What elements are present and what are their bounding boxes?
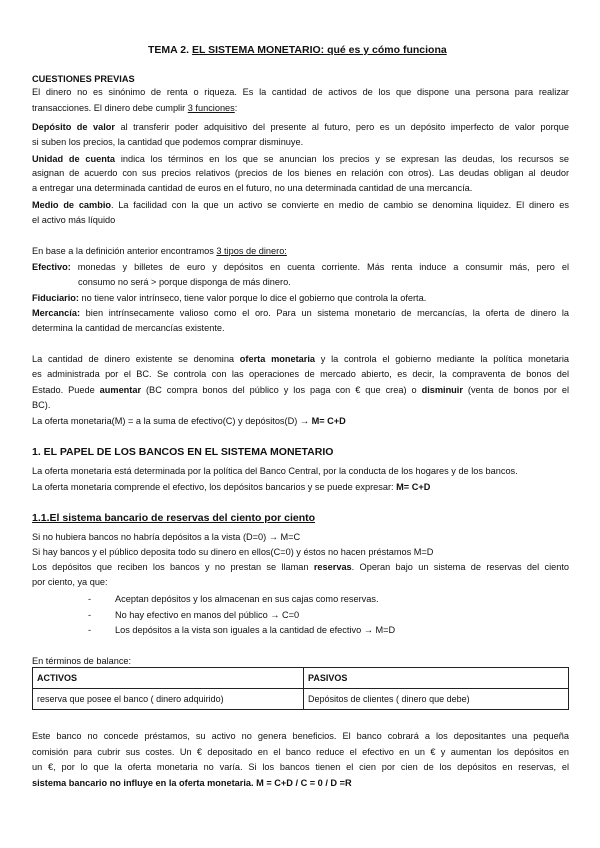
- mercancia-line2: determina la cantidad de mercancías existente.: [32, 323, 225, 333]
- section1-line1: La oferta monetaria está determinada por la política del Banco Central, por la conducta de los hogares y de los bancos.: [32, 466, 518, 476]
- closing-line1: Este banco no concede préstamos, su activo no genera beneficios. El banco cobrará a los depositantes una pequeña: [32, 731, 569, 741]
- unidad-line1: Unidad de cuenta indica los términos en los que se anuncian los precios y se expresan las deudas, los recursos se: [32, 154, 569, 164]
- previas-p1-line1: El dinero no es sinónimo de renta o riqueza. Es la cantidad de activos de los que dispone una persona para realizar: [32, 87, 569, 97]
- oferta-line3: Estado. Puede aumentar (BC compra bonos del público y los paga con € que crea) o disminuir (venta de bonos por el: [32, 385, 570, 395]
- oferta-line5: La oferta monetaria(M) = a la suma de efectivo(C) y depósitos(D) → M= C+D: [32, 416, 346, 426]
- closing-line3: un €, por lo que la oferta monetaria no varía. Si los bancos tienen el cien por cien de los depósitos en reservas, el: [32, 762, 569, 772]
- section1-line2: La oferta monetaria comprende el efectivo, los depósitos bancarios y se puede expresar: M= C+D: [32, 482, 431, 492]
- bullet-mark: -: [88, 625, 92, 635]
- unidad-line3: a entregar una determinada cantidad de euros en el futuro, no una determinada cantidad de una mercancía.: [32, 183, 473, 193]
- title-underlined: EL SISTEMA MONETARIO: qué es y cómo funciona: [191, 44, 447, 56]
- efectivo-line2: consumo no será > porque disponga de más dinero.: [78, 277, 291, 287]
- table-header-pasivos: PASIVOS: [304, 668, 569, 689]
- balance-table: [32, 667, 569, 710]
- deposito-line1: Depósito de valor al transferir poder adquisitivo del presente al futuro, pero es un depósito imperfecto de valor porque: [32, 122, 569, 132]
- mercancia-line1: Mercancía: bien intrínsecamente valioso como el oro. Para un sistema monetario de mercancías, la oferta de dinero la: [32, 308, 569, 318]
- fiduciario-line: Fiduciario: no tiene valor intrínseco, tiene valor porque lo dice el gobierno que controla la oferta.: [32, 293, 427, 303]
- section11-line1: Si no hubiera bancos no habría depósitos a la vista (D=0) → M=C: [32, 532, 301, 542]
- oferta-line1: La cantidad de dinero existente se denomina oferta monetaria y la controla el gobierno mediante la política monetaria: [32, 354, 569, 364]
- section11-heading: 1.1.El sistema bancario de reservas del ciento por ciento: [32, 512, 316, 524]
- section1-heading: 1. EL PAPEL DE LOS BANCOS EN EL SISTEMA MONETARIO: [32, 446, 334, 458]
- unidad-line2: asignan de acuerdo con sus precios relativos (precios de los bienes en relación con otros). Las deudas obligan al deudor: [32, 168, 569, 178]
- section11-line2: Si hay bancos y el público deposita todo su dinero en ellos(C=0) y éstos no hacen préstamos M=D: [32, 547, 434, 557]
- page-title: [148, 44, 447, 56]
- bullet-item: Los depósitos a la vista son iguales a la cantidad de efectivo → M=D: [115, 625, 396, 635]
- closing-line4: sistema bancario no influye en la oferta monetaria. M = C+D / C = 0 / D =R: [32, 778, 352, 788]
- bullet-item: No hay efectivo en manos del público → C=0: [115, 610, 300, 620]
- oferta-line4: BC).: [32, 400, 51, 410]
- table-header-activos: ACTIVOS: [33, 668, 304, 689]
- bullet-mark: -: [88, 610, 92, 620]
- efectivo-line1: Efectivo: monedas y billetes de euro y depósitos en cuenta corriente. Más renta induce a consumir más, pero el: [32, 262, 569, 272]
- previas-heading: CUESTIONES PREVIAS: [32, 74, 135, 84]
- previas-p1-line2: transacciones. El dinero debe cumplir 3 funciones:: [32, 103, 238, 113]
- section11-line4: por ciento, ya que:: [32, 577, 108, 587]
- medio-line1: Medio de cambio. La facilidad con la que un activo se convierte en medio de cambio se denomina liquidez. El dinero es: [32, 200, 569, 210]
- title-prefix: TEMA 2.: [148, 44, 190, 56]
- bullet-mark: -: [88, 594, 92, 604]
- medio-line2: el activo más líquido: [32, 215, 116, 225]
- table-row: [33, 689, 569, 710]
- table-cell-pasivos: Depósitos de clientes ( dinero que debe): [304, 689, 569, 710]
- oferta-line2: es administrada por el BC. Se controla con las operaciones de mercado abierto, es decir, la compraventa de bonos del: [32, 369, 569, 379]
- table-header-row: [33, 668, 569, 689]
- bullet-item: Aceptan depósitos y los almacenan en sus cajas como reservas.: [115, 594, 379, 604]
- closing-line2: comisión para cubrir sus costes. Un € depositado en el banco reduce el efectivo en un € y aumentan los depósitos en: [32, 747, 569, 757]
- balance-intro: En términos de balance:: [32, 656, 132, 666]
- section11-line3: Los depósitos que reciben los bancos y no prestan se llaman reservas. Operan bajo un sistema de reservas del ciento: [32, 562, 569, 572]
- deposito-line2: si suben los precios, la cantidad que podemos comprar disminuye.: [32, 137, 304, 147]
- tipos-intro: En base a la definición anterior encontramos 3 tipos de dinero:: [32, 246, 287, 256]
- table-cell-activos: reserva que posee el banco ( dinero adquirido): [33, 689, 304, 710]
